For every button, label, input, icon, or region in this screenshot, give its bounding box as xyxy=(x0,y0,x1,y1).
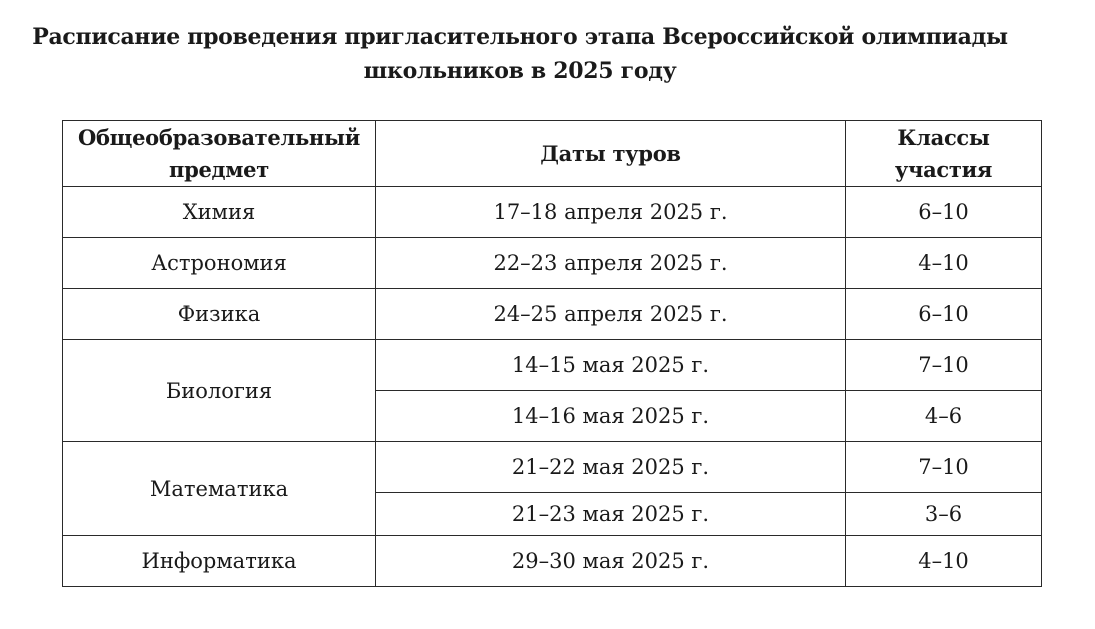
grades-cell: 6–10 xyxy=(846,289,1042,340)
table-row xyxy=(63,238,1042,289)
dates-cell: 24–25 апреля 2025 г. xyxy=(376,289,846,340)
dates-cell: 17–18 апреля 2025 г. xyxy=(376,187,846,238)
dates-cell: 21–23 мая 2025 г. xyxy=(376,493,846,536)
dates-cell: 21–22 мая 2025 г. xyxy=(376,442,846,493)
document-title xyxy=(0,20,1040,88)
grades-cell: 3–6 xyxy=(846,493,1042,536)
dates-cell: 14–15 мая 2025 г. xyxy=(376,340,846,391)
table-row xyxy=(63,340,1042,391)
header-grades: Классы участия xyxy=(846,121,1042,187)
subject-cell: Астрономия xyxy=(63,238,376,289)
table-row xyxy=(63,187,1042,238)
subject-cell: Математика xyxy=(63,442,376,536)
header-dates: Даты туров xyxy=(376,121,846,187)
subject-cell: Информатика xyxy=(63,536,376,587)
grades-cell: 4–6 xyxy=(846,391,1042,442)
table-row xyxy=(63,442,1042,493)
table-row xyxy=(63,289,1042,340)
grades-cell: 7–10 xyxy=(846,442,1042,493)
header-subject: Общеобразовательный предмет xyxy=(63,121,376,187)
grades-cell: 6–10 xyxy=(846,187,1042,238)
title-line-2: школьников в 2025 году xyxy=(363,58,677,84)
grades-cell: 4–10 xyxy=(846,238,1042,289)
subject-cell: Физика xyxy=(63,289,376,340)
grades-cell: 7–10 xyxy=(846,340,1042,391)
dates-cell: 22–23 апреля 2025 г. xyxy=(376,238,846,289)
dates-cell: 14–16 мая 2025 г. xyxy=(376,391,846,442)
subject-cell: Биология xyxy=(63,340,376,442)
table-row xyxy=(63,536,1042,587)
grades-cell: 4–10 xyxy=(846,536,1042,587)
dates-cell: 29–30 мая 2025 г. xyxy=(376,536,846,587)
table-header-row xyxy=(63,121,1042,187)
subject-cell: Химия xyxy=(63,187,376,238)
title-line-1: Расписание проведения пригласительного этапа Всероссийской олимпиады xyxy=(32,24,1008,50)
schedule-table xyxy=(62,120,1042,587)
